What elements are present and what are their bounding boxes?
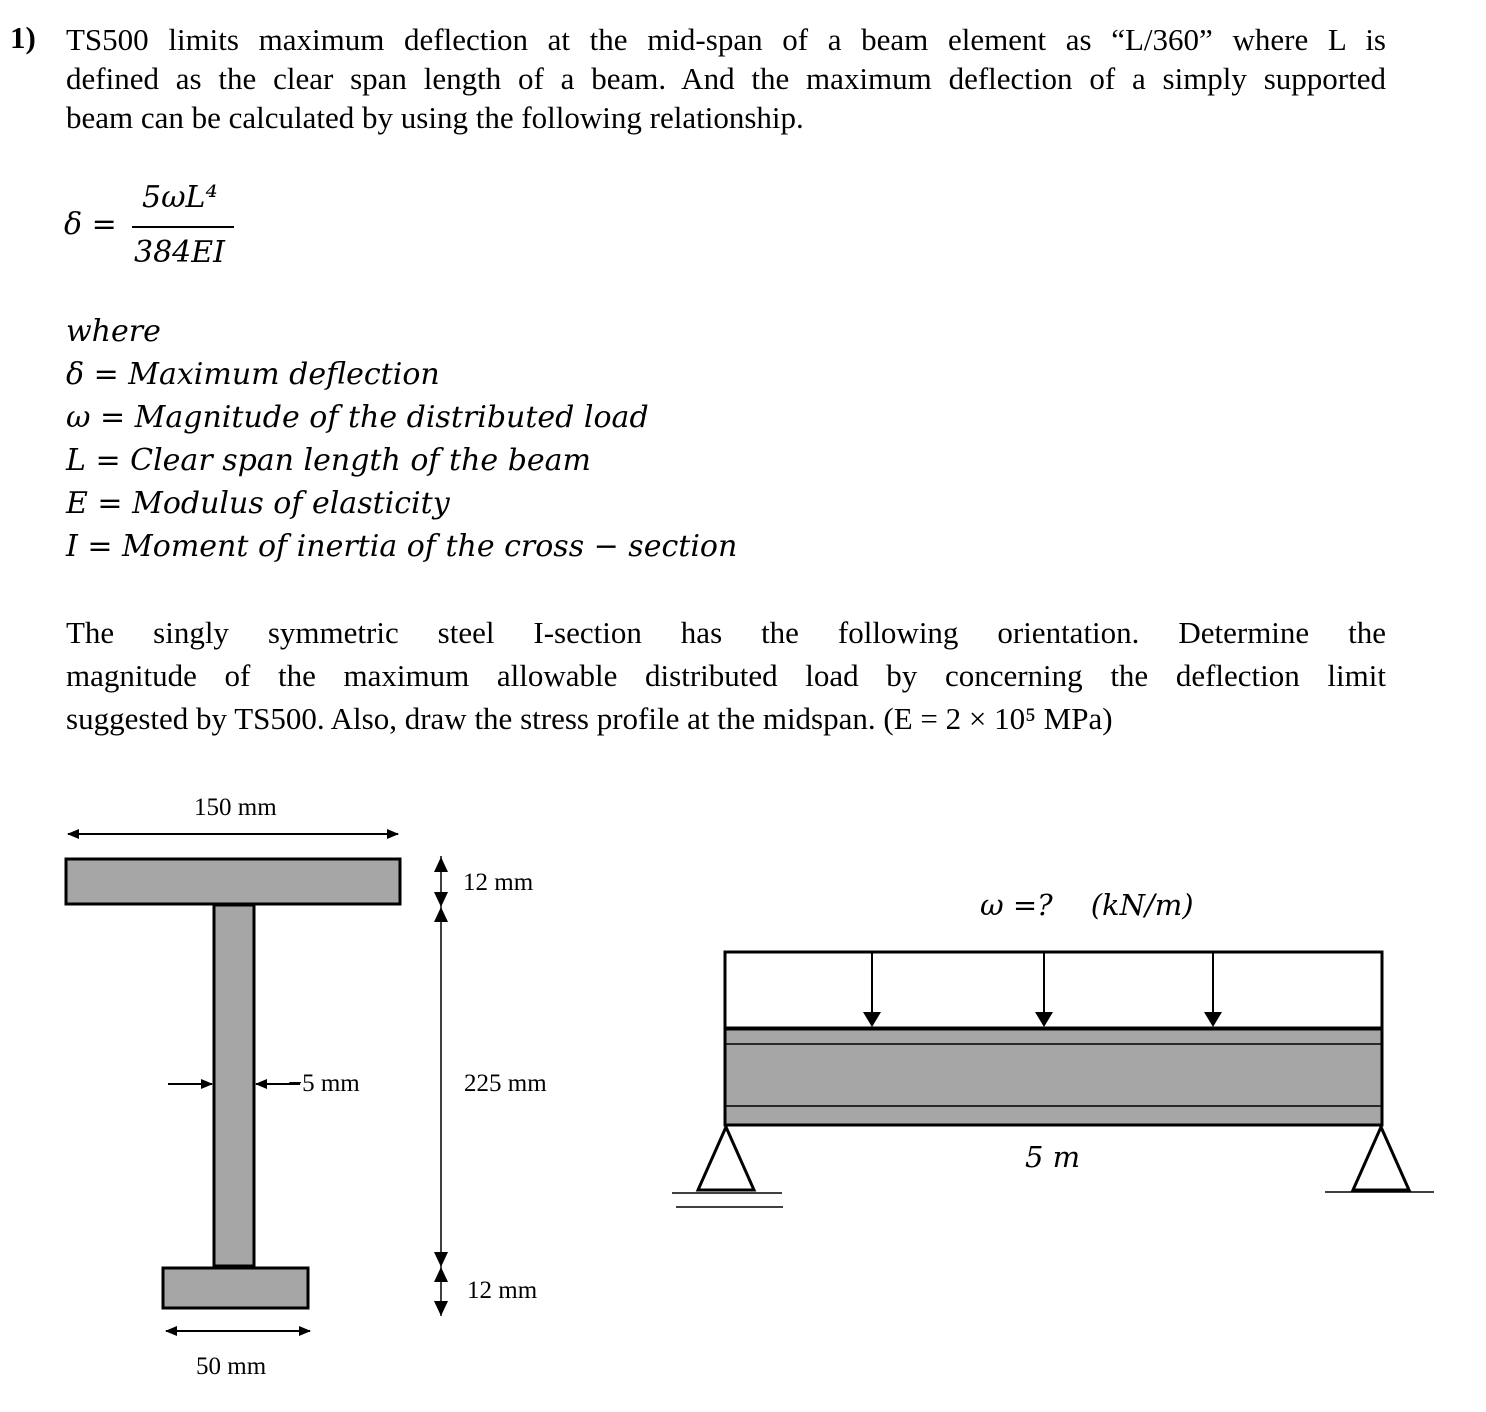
intro-line: TS500 limits maximum deflection at the mid-span of a beam element as “L/360” where L is xyxy=(66,22,1386,57)
beam-figure xyxy=(660,930,1450,1220)
task-line: suggested by TS500. Also, draw the stress profile at the midspan. (E = 2 × 10⁵ MPa) xyxy=(66,701,1113,736)
web xyxy=(214,905,254,1266)
definition-item: L = Clear span length of the beam xyxy=(66,443,591,478)
arrowhead xyxy=(434,1267,448,1282)
span-label: 5 m xyxy=(1025,1140,1081,1174)
web-thickness-value: 5 mm xyxy=(302,1070,360,1097)
bottom-flange xyxy=(163,1268,308,1308)
fraction-bar xyxy=(132,226,234,228)
formula-denominator: 384EI xyxy=(134,235,226,270)
arrowhead xyxy=(434,907,448,922)
intro-line: beam can be calculated by using the following relationship. xyxy=(66,100,804,135)
definitions-block xyxy=(66,310,737,568)
arrowhead xyxy=(434,1301,448,1316)
intro-paragraph xyxy=(66,20,1386,137)
right-roller-support xyxy=(1353,1127,1409,1190)
where-label: where xyxy=(66,314,161,349)
arrowhead xyxy=(434,892,448,907)
load-label xyxy=(980,888,1194,922)
bottom-flange-thickness-label: 12 mm xyxy=(467,1277,538,1304)
top-flange xyxy=(66,859,400,904)
task-paragraph xyxy=(66,611,1386,740)
formula-numerator: 5ωL⁴ xyxy=(142,180,218,215)
arrowhead xyxy=(434,1252,448,1267)
task-line: magnitude of the maximum allowable distributed load by concerning the deflection limit xyxy=(66,658,1386,693)
web-height-label: 225 mm xyxy=(464,1070,547,1097)
web-thickness-label: −5 mm xyxy=(288,1070,360,1097)
task-line: The singly symmetric steel I-section has the following orientation. Determine the xyxy=(66,615,1386,650)
bottom-flange-width-label: 50 mm xyxy=(196,1353,267,1380)
top-flange-thickness-label: 12 mm xyxy=(463,869,534,896)
definition-item: E = Modulus of elasticity xyxy=(66,486,450,521)
definition-item: I = Moment of inertia of the cross − section xyxy=(66,529,738,564)
left-pin-support xyxy=(698,1127,754,1190)
arrowhead xyxy=(434,857,448,872)
definition-item: δ = Maximum deflection xyxy=(66,357,440,392)
formula-lhs: δ = xyxy=(64,207,117,242)
intro-line: defined as the clear span length of a beam. And the maximum deflection of a simply supported xyxy=(66,61,1386,96)
load-units: (kN/m) xyxy=(1090,888,1194,922)
question-number: 1) xyxy=(10,20,36,55)
top-flange-width-label: 150 mm xyxy=(194,794,277,821)
definition-item: ω = Magnitude of the distributed load xyxy=(66,400,649,435)
load-symbol: ω =? xyxy=(980,888,1053,922)
distributed-load-box xyxy=(725,952,1382,1028)
